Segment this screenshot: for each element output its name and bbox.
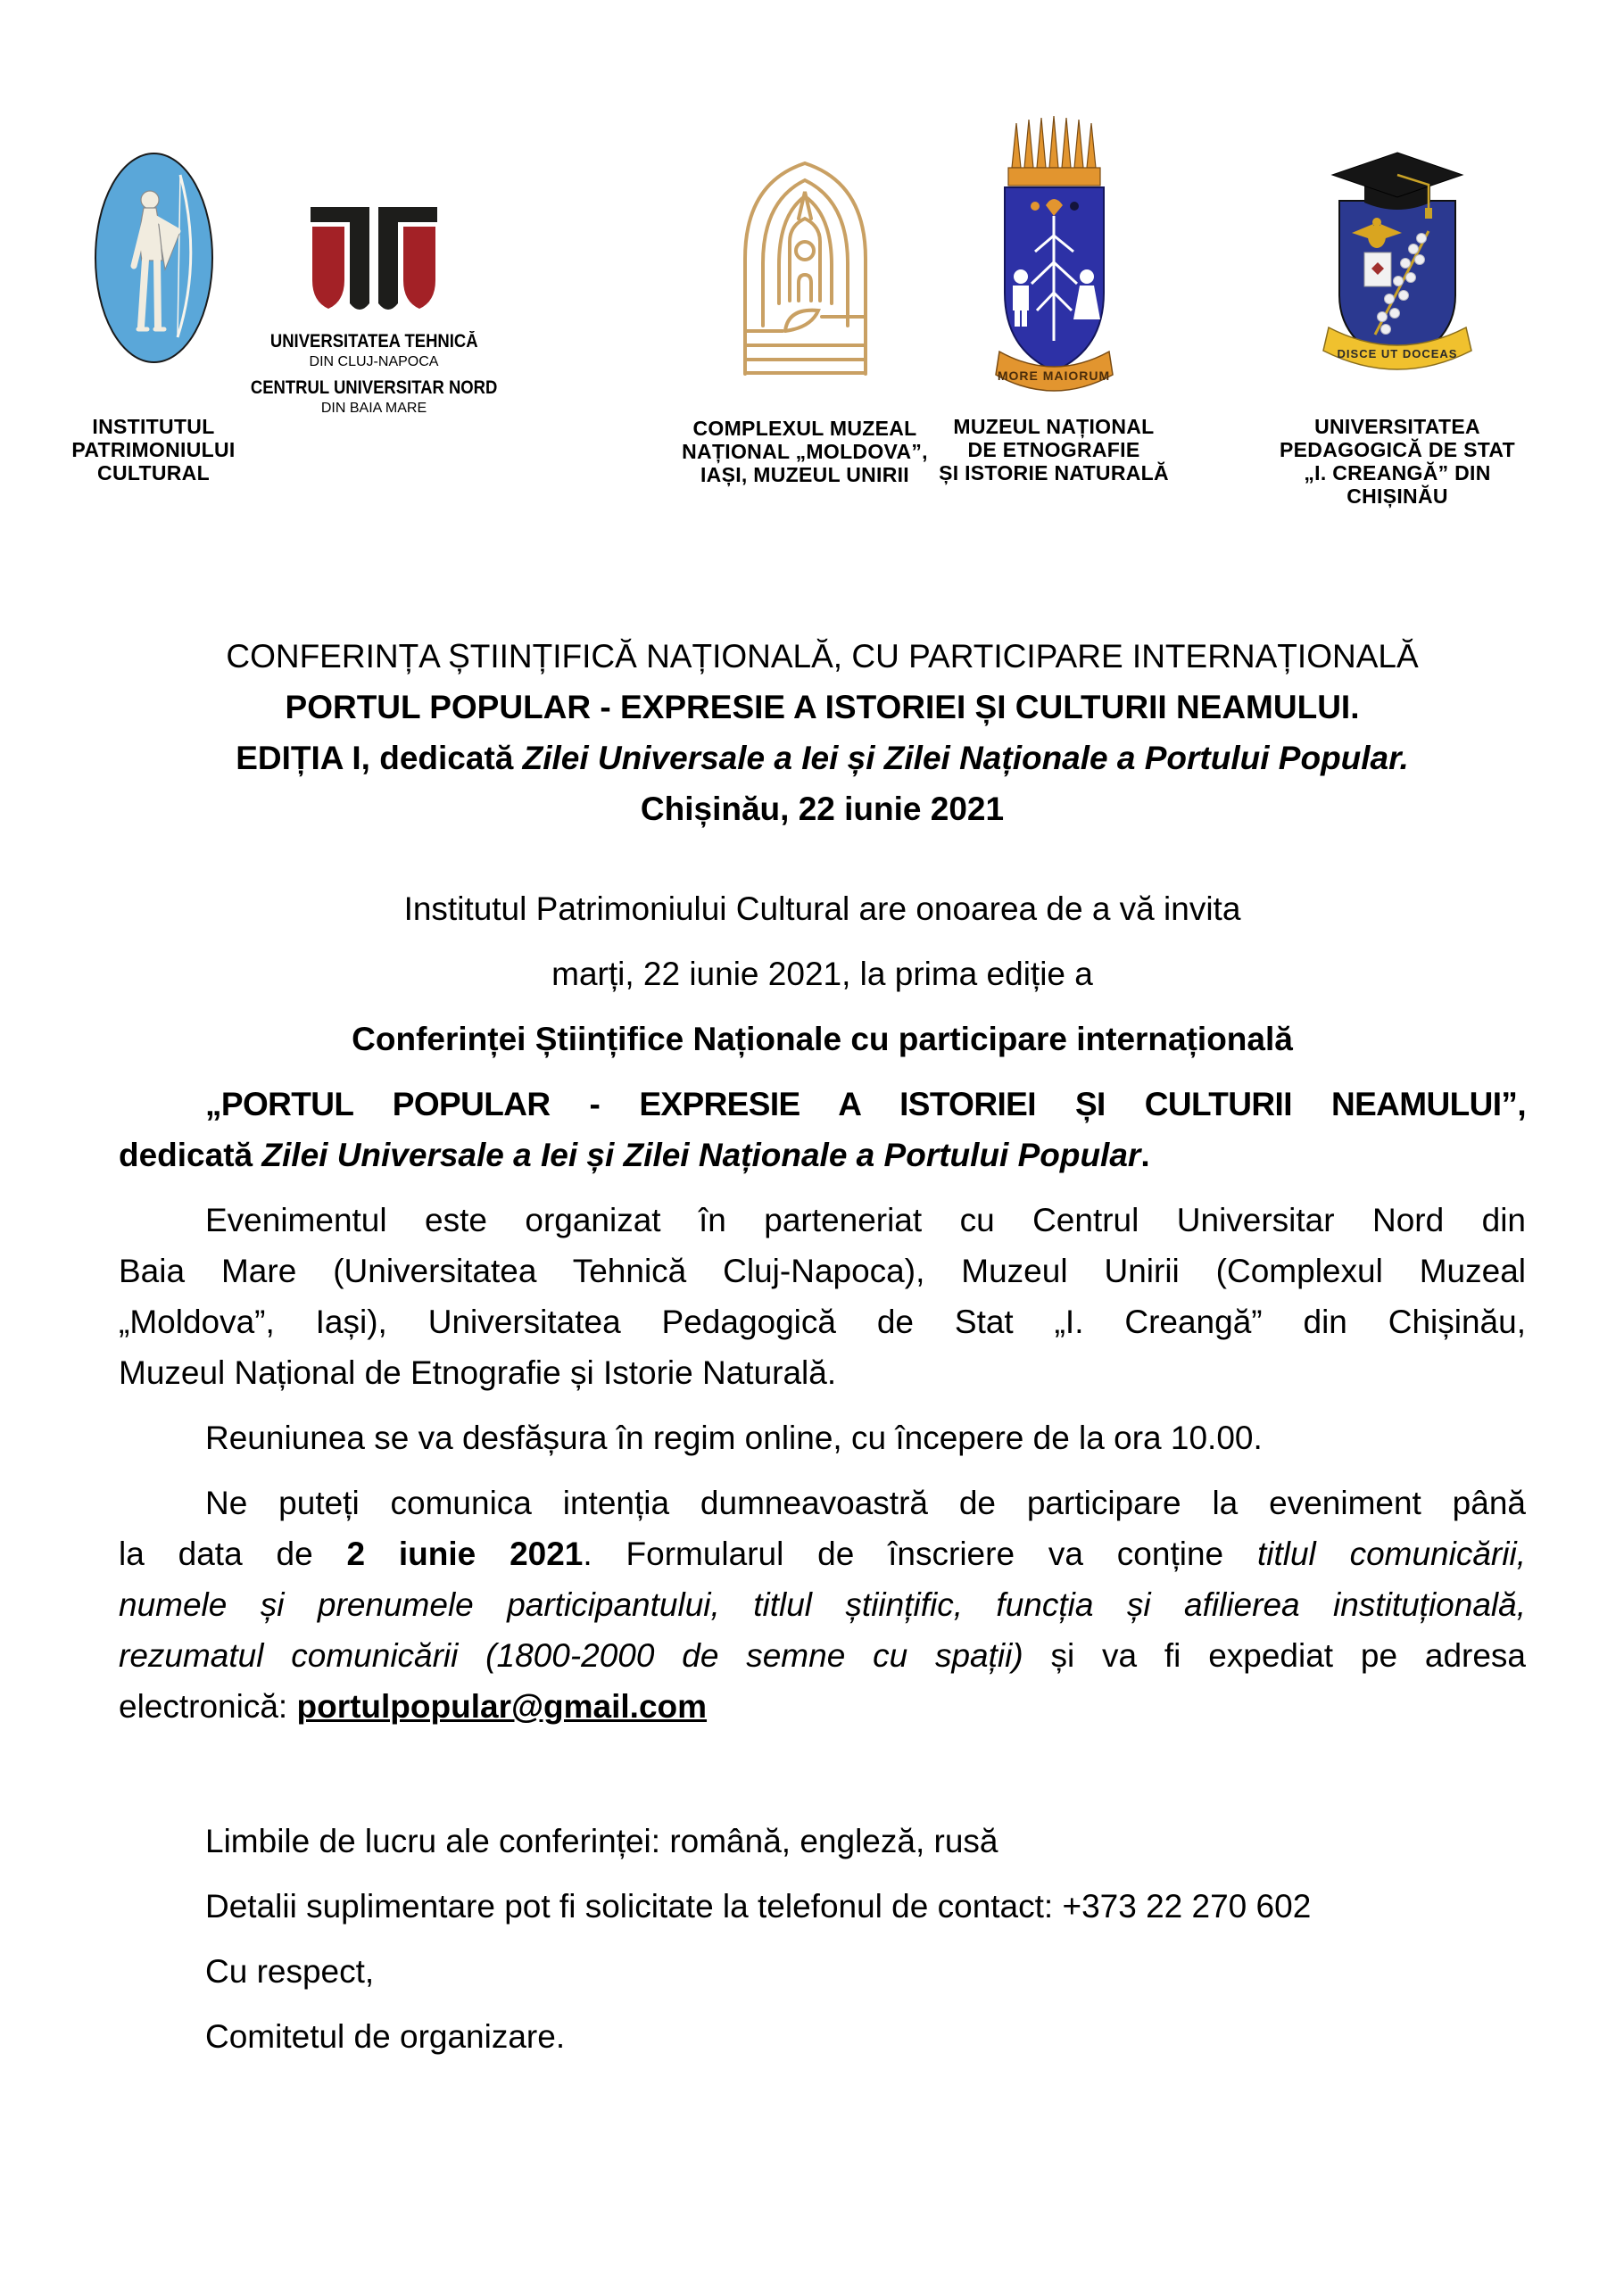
dedication-line-1: „PORTUL POPULAR - EXPRESIE A ISTORIEI ȘI CULTURII NEAMULUI”, — [205, 1086, 1526, 1122]
title-line-3 — [119, 733, 1526, 783]
utcn-lockup-line: UNIVERSITATEA TEHNICĂ — [269, 331, 478, 352]
logo-block-moldova — [662, 116, 948, 486]
closing-line: Cu respect, — [205, 1953, 375, 1990]
caption-line: CHIȘINĂU — [1346, 484, 1448, 508]
caption-line: MUZEUL NAȚIONAL — [953, 415, 1155, 438]
text-run-italic: rezumatul comunicării (1800-2000 de semne cu spații) — [119, 1637, 1023, 1674]
title-dedication-italic: Zilei Universale a Iei și Zilei Naționale a Portului Popular. — [522, 740, 1409, 776]
title-line-1: CONFERINȚA ȘTIINȚIFICĂ NAȚIONALĂ, CU PARTICIPARE INTERNAȚIONALĂ — [226, 638, 1419, 675]
title-edition: EDIȚIA I, dedicată — [236, 740, 523, 776]
intro-line-2: marți, 22 iunie 2021, la prima ediție a — [551, 956, 1093, 992]
utcn-lockup-line: DIN BAIA MARE — [320, 401, 427, 416]
dedication-italic: Zilei Universale a Iei și Zilei Naționale a Portului Popular — [261, 1137, 1141, 1173]
caption-line: UNIVERSITATEA — [1314, 415, 1480, 438]
intro-line-3: Conferinței Științifice Naționale cu participare internațională — [352, 1021, 1293, 1057]
contact-line: Detalii suplimentare pot fi solicitate la telefonul de contact: +373 22 270 602 — [205, 1888, 1312, 1925]
caption-line: NAȚIONAL „MOLDOVA”, — [682, 440, 928, 463]
registration-paragraph — [119, 1478, 1526, 1732]
caption-line: ȘI ISTORIE NATURALĂ — [939, 461, 1169, 484]
text-run-italic: titlul comunicării, — [1256, 1536, 1526, 1572]
languages-line: Limbile de lucru ale conferinței: română, engleză, rusă — [205, 1823, 998, 1859]
registration-line — [119, 1630, 1526, 1681]
utcn-lockup-line: CENTRUL UNIVERSITAR NORD — [250, 377, 498, 398]
event-paragraph — [119, 1195, 1526, 1398]
logo-block-etnografie — [907, 116, 1201, 484]
title-line-2: PORTUL POPULAR - EXPRESIE A ISTORIEI ȘI CULTURII NEAMULUI. — [285, 689, 1360, 725]
logo-block-utcn — [227, 116, 521, 418]
text-run: și va fi expediat pe adresa — [1023, 1637, 1526, 1674]
text-run: . Formularul de înscriere va conține — [583, 1536, 1257, 1572]
deadline-date: 2 iunie 2021 — [346, 1536, 584, 1572]
registration-line — [119, 1528, 1526, 1579]
text-run: electronică: — [119, 1688, 297, 1725]
upsc-graduation-crest-icon — [1322, 145, 1473, 377]
dedication-paragraph — [119, 1079, 1526, 1180]
moldova-museum-arch-icon — [736, 156, 874, 377]
dedication-period: . — [1140, 1137, 1150, 1173]
caption-line: INSTITUTUL — [92, 415, 215, 438]
event-line: Baia Mare (Universitatea Tehnică Cluj-Napoca), Muzeul Unirii (Complexul Muzeal — [119, 1253, 1526, 1289]
document-body — [119, 631, 1526, 2076]
caption-line: DE ETNOGRAFIE — [967, 438, 1140, 461]
event-line: „Moldova”, Iași), Universitatea Pedagogică de Stat „I. Creangă” din Chișinău, — [119, 1304, 1526, 1340]
event-line: Evenimentul este organizat în parteneriat cu Centrul Universitar Nord din — [205, 1202, 1526, 1238]
caption-line: COMPLEXUL MUZEAL — [692, 417, 917, 440]
logo-caption — [1280, 415, 1515, 508]
registration-line: numele și prenumele participantului, titlul științific, funcția și afilierea instituțională, — [119, 1586, 1526, 1623]
dedication-prefix: dedicată — [119, 1137, 262, 1173]
online-paragraph: Reuniunea se va desfășura în regim online, cu începere de la ora 10.00. — [205, 1420, 1263, 1456]
utcn-lockup-line: DIN CLUJ-NAPOCA — [309, 354, 439, 369]
more-maiorum-banner-text: MORE MAIORUM — [997, 368, 1110, 383]
disce-ut-doceas-banner-text: DISCE UT DOCEAS — [1337, 347, 1458, 360]
ethnography-crest-icon — [994, 116, 1114, 402]
caption-line: PATRIMONIULUI — [71, 438, 236, 461]
text-run: la data de — [119, 1536, 347, 1572]
caption-line: „I. CREANGĂ” DIN — [1304, 461, 1491, 484]
logo-caption — [939, 415, 1169, 484]
title-line-date: Chișinău, 22 iunie 2021 — [640, 791, 1005, 827]
logo-caption — [71, 415, 235, 484]
event-line: Muzeul Național de Etnografie și Istorie Naturală. — [119, 1354, 837, 1391]
caption-line: PEDAGOGICĂ DE STAT — [1280, 438, 1515, 461]
logo-block-upsc — [1255, 116, 1540, 508]
email-link[interactable]: portulpopular@gmail.com — [296, 1688, 708, 1725]
dedication-line-2 — [119, 1130, 1526, 1180]
conference-title — [119, 631, 1526, 834]
registration-line: Ne puteți comunica intenția dumneavoastră de participare la eveniment până — [205, 1485, 1526, 1521]
intro-line-1: Institutul Patrimoniului Cultural are onoarea de a vă invita — [403, 890, 1241, 927]
logo-caption — [682, 417, 928, 486]
apollo-archer-logo-icon — [94, 152, 214, 364]
caption-line: IAȘI, MUZEUL UNIRII — [700, 463, 909, 486]
utcn-tt-shield-icon — [298, 196, 450, 330]
caption-line: CULTURAL — [97, 461, 210, 484]
registration-line — [119, 1681, 1526, 1732]
committee-line: Comitetul de organizare. — [205, 2018, 566, 2055]
